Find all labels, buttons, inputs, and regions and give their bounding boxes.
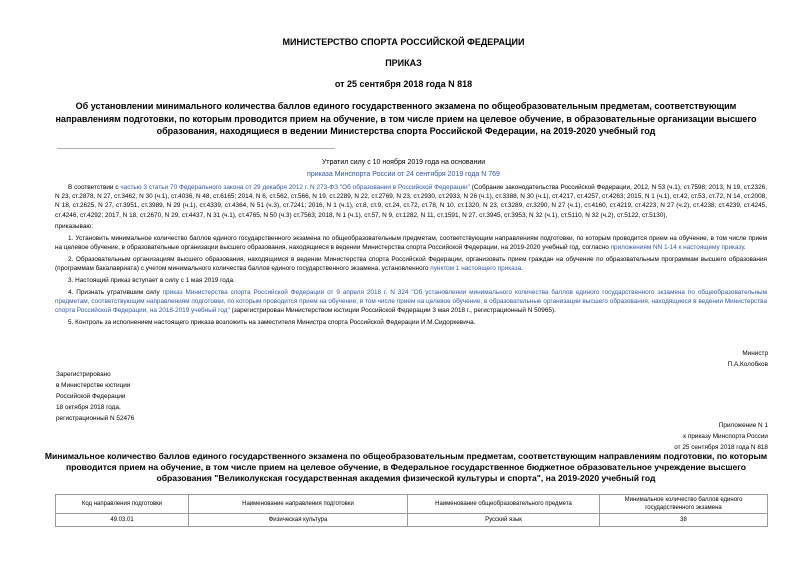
p1-text-b: . <box>743 244 746 252</box>
p2-text-a: 2. Образовательным организациям высшего образования, находящимся в ведении Министерства спорта Российской Федерации, организовать прием граждан на обучение по образовательным программам высшего образования (программам бакалавриата) с учетом минимального количества баллов единого государственного экзамена, установленного <box>55 255 767 273</box>
separator-line <box>57 148 335 149</box>
registration-line-3: Российской Федерации <box>56 393 126 400</box>
repeal-order-link[interactable]: приказа Минспорта России от 24 сентября 2019 года N 769 <box>307 171 500 178</box>
preamble-text-b: (Собрание законодательства Российской Федерации, 2012, N 53 (ч.1), ст.7598; 2013, N 19, ст.2326, N 23, ст.2878, N 27, ст.3462, N 30 (ч.1), ст.4036, N 48, ст.6165; 2014, N 6, ст.562, ст.566, N 19, ст.2289, N 22, ст.2769, N 23, ст.2930, ст.2933, N 26 (ч.1), ст.3388, N 30 (ч.1), ст.4217, ст.4257, ст.4263; 2015, N 1 (ч.1), ст.42, ст.53, ст.72, N 14, ст.2008, N 18, ст.2625, N 27, ст.3951, ст.3989, N 29 (ч.1), ст.4339, ст.4364, N 51 (ч.3), ст.7241; 2016, N 1 (ч.1), ст.8, ст.9, ст.24, ст.72, ст.78, N 10, ст.1320, N 23, ст.3289, ст.3290, N 27 (ч.1), ст.4160, ст.4219, ст.4223, N 27 (ч.2), ст.4238, ст.4239, ст.4245, ст.4246, ст.4292; 2017, N 18, ст.2670, N 29, ст.4437, N 31 (ч.1), ст.4765, N 50 (ч.3) ст.7563; 2018, N 1 (ч.1), ст.57, N 9, ст.1282, N 11, ст.1591, N 27, ст.3945, ст.3953, N 32 (ч.1), ст.5110, N 32 (ч.2), ст.5122, ст.5130), <box>55 184 767 219</box>
ministry-heading: МИНИСТЕРСТВО СПОРТА РОССИЙСКОЙ ФЕДЕРАЦИИ <box>282 37 525 47</box>
preamble-paragraph <box>55 183 767 220</box>
cell-subject: Русский язык <box>408 514 600 527</box>
paragraph-1 <box>55 234 767 252</box>
cell-direction: Физическая культура <box>189 514 408 527</box>
paragraph-2 <box>55 255 767 273</box>
signature-name: П.А.Колобков <box>727 361 768 368</box>
col-header-subject: Наименование общеобразовательного предмета <box>408 495 600 514</box>
appendices-link[interactable]: приложениям NN 1-14 к настоящему приказу <box>610 244 744 252</box>
p4-text-b: (зарегистрирован Министерством юстиции Российской Федерации 3 мая 2018 г., регистрационный N 50965). <box>229 306 556 314</box>
registration-line-1: Зарегистрировано <box>56 371 111 378</box>
order-title: Об установлении минимального количества баллов единого государственного экзамена по общеобразовательным предметам, соответствующим направлениям подготовки, по которым проводится прием на обучение, в том числе прием на целевое обучение, в образовательные организации высшего образования, находящиеся в ведении Министерства спорта Российской Федерации, на 2019-2020 учебный год <box>55 101 757 136</box>
paragraph-5: 5. Контроль за исполнением настоящего приказа возложить на заместителя Министра спорта Российской Федерации И.М.Сидоркевича. <box>68 318 476 326</box>
p1-text-a: 1. Установить минимальное количество баллов единого государственного экзамена по общеобразовательным предметам, соответствующим направлениям подготовки, по которым проводится прием на обучение, в том числе прием на целевое обучение, в образовательные организации высшего образования, находящиеся в ведении Министерства спорта Российской Федерации, на 2019-2020 учебный год, согласно <box>55 235 767 252</box>
repealed-order-link[interactable]: приказ Министерства спорта Российской Федерации от 9 апреля 2018 г. N 324 "Об установлении минимального количества баллов единого государственного экзамена по общеобразовательным предметам, соответствующим направлениям подготовки, по которым проводится прием на обучение, в том числе прием на целевое обучение, в образовательные организации высшего образования, находящиеся в ведении Министерства спорта Российской Федерации, на 2018-2019 учебный год" <box>55 288 767 314</box>
appendix-date: от 25 сентября 2018 года N 818 <box>674 444 768 451</box>
col-header-min-score: Минимальное количество баллов единого государственного экзамена <box>600 495 768 514</box>
p4-text-a: 4. Признать утратившим силу <box>68 288 163 296</box>
doc-type-heading: ПРИКАЗ <box>385 58 422 68</box>
registration-line-4: 18 октября 2018 года, <box>56 404 121 411</box>
cell-code: 49.03.01 <box>56 514 189 527</box>
paragraph-4 <box>55 288 767 316</box>
appendix-header <box>560 420 768 453</box>
table-row <box>56 514 768 527</box>
paragraph-3: 3. Настоящий приказ вступает в силу с 1 мая 2019 года. <box>68 276 235 284</box>
col-header-code: Код направления подготовки <box>56 495 189 514</box>
point-1-link[interactable]: пунктом 1 настоящего приказа <box>430 265 522 273</box>
col-header-direction: Наименование направления подготовки <box>189 495 408 514</box>
cell-min-score: 38 <box>600 514 768 527</box>
signature-position: Министр <box>742 350 768 357</box>
table-header-row <box>56 495 768 514</box>
registration-line-2: в Министерстве юстиции <box>56 382 131 389</box>
appendix-ref: к приказу Минспорта России <box>683 433 768 440</box>
appendix-number: Приложение N 1 <box>718 422 768 429</box>
law-link[interactable]: частью 3 статьи 70 Федерального закона от 29 декабря 2012 г. N 273-ФЗ "Об образовании в Российской Федерации" <box>120 184 470 191</box>
preamble-text-a: В соответствии с <box>68 184 121 191</box>
order-body <box>55 183 767 329</box>
order-word: приказываю: <box>55 223 93 231</box>
registration-line-5: регистрационный N 52476 <box>56 415 135 422</box>
scores-table <box>55 494 768 527</box>
p2-text-b: . <box>521 265 523 273</box>
repeal-note-text: Утратил силу с 10 ноября 2019 года на основании <box>321 159 486 166</box>
registration-block <box>56 369 216 424</box>
repeal-note <box>0 157 807 181</box>
appendix-title: Минимальное количество баллов единого государственного экзамена по общеобразовательным предметам, соответствующим направлениям подготовки, по которым проводится прием на обучение, в том числе прием на целевое обучение, в Федеральное государственное бюджетное образовательное учреждение высшего образования "Великолукская государственная академия физической культуры и спорта", на 2019-2020 учебный год <box>44 451 768 483</box>
signature-block <box>650 348 768 370</box>
order-date-number: от 25 сентября 2018 года N 818 <box>334 79 473 89</box>
